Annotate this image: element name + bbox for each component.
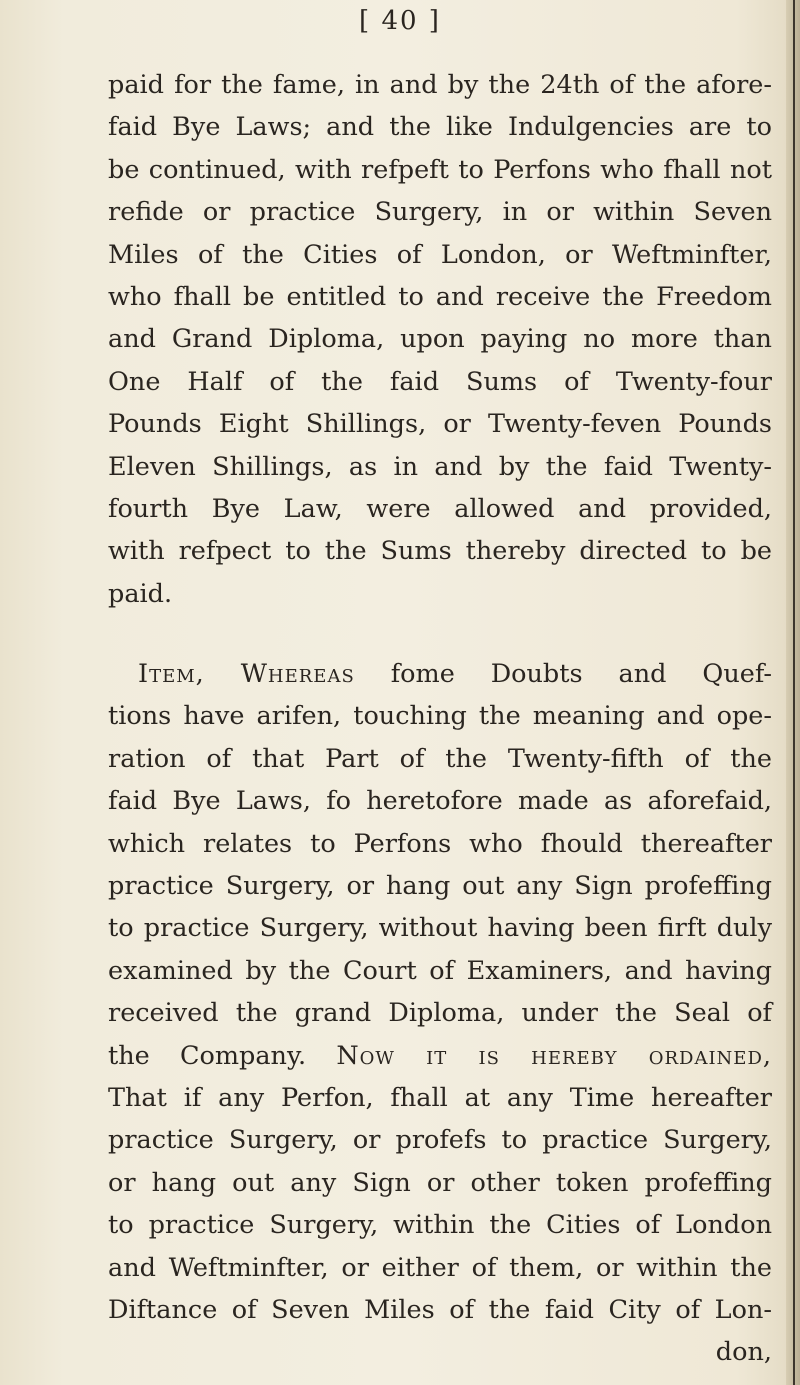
text-line: faid Bye Laws, fo heretofore made as aforefaid,	[108, 786, 772, 817]
page-number: [ 40 ]	[359, 6, 441, 36]
item-heading: Item,	[138, 659, 205, 690]
text-line: Diftance of Seven Miles of the faid City of Lon-	[108, 1294, 772, 1325]
text-line: who fhall be entitled to and receive the Freedom	[108, 281, 772, 312]
whereas-heading: Whereas	[240, 659, 355, 690]
text-line: to practice Surgery, without having been firft duly	[108, 913, 772, 944]
text-fragment: fome Doubts and Quef-	[390, 659, 772, 690]
text-line: One Half of the faid Sums of Twenty-four	[108, 366, 772, 397]
text-line: refide or practice Surgery, in or within Seven	[108, 197, 772, 228]
text-line: fourth Bye Law, were allowed and provided,	[108, 493, 772, 524]
paragraph-opening-line	[108, 653, 772, 695]
text-line: which relates to Perfons who fhould thereafter	[108, 828, 772, 859]
text-line: practice Surgery, or hang out any Sign profeffing	[108, 871, 772, 902]
text-line: ration of that Part of the Twenty-fifth of the	[108, 743, 772, 774]
text-line: paid for the fame, in and by the 24th of the afore-	[108, 70, 772, 100]
text-line: That if any Perfon, fhall at any Time hereafter	[108, 1082, 772, 1113]
text-line: with refpect to the Sums thereby directed to be	[108, 536, 772, 567]
text-line: and Weftminfter, or either of them, or within the	[108, 1252, 772, 1283]
binding-line	[793, 0, 795, 1385]
text-line: faid Bye Laws; and the like Indulgencies are to	[108, 112, 772, 143]
text-fragment: the Company.	[108, 1040, 307, 1071]
text-line: Miles of the Cities of London, or Weftminfter,	[108, 239, 772, 270]
text-line: and Grand Diploma, upon paying no more than	[108, 324, 772, 355]
text-line: examined by the Court of Examiners, and having	[108, 955, 772, 986]
text-line: paid.	[108, 578, 173, 609]
ordained-heading: Now it is hereby ordained,	[336, 1040, 772, 1071]
text-line: be continued, with refpeft to Perfons who fhall not	[108, 154, 772, 185]
text-line: tions have arifen, touching the meaning and ope-	[108, 701, 772, 732]
paragraph-gap	[108, 615, 772, 653]
page-edge	[786, 0, 800, 1385]
text-line: received the grand Diploma, under the Seal of	[108, 998, 772, 1029]
catchword: don,	[715, 1337, 772, 1368]
text-line: or hang out any Sign or other token profeffing	[108, 1167, 772, 1198]
body-text	[108, 64, 772, 1374]
text-line: Eleven Shillings, as in and by the faid Twenty-	[108, 451, 772, 482]
text-line: to practice Surgery, within the Cities of London	[108, 1210, 772, 1241]
text-line: Pounds Eight Shillings, or Twenty-feven Pounds	[108, 409, 772, 440]
text-line: practice Surgery, or profefs to practice Surgery,	[108, 1125, 772, 1156]
text-line	[108, 1035, 772, 1077]
